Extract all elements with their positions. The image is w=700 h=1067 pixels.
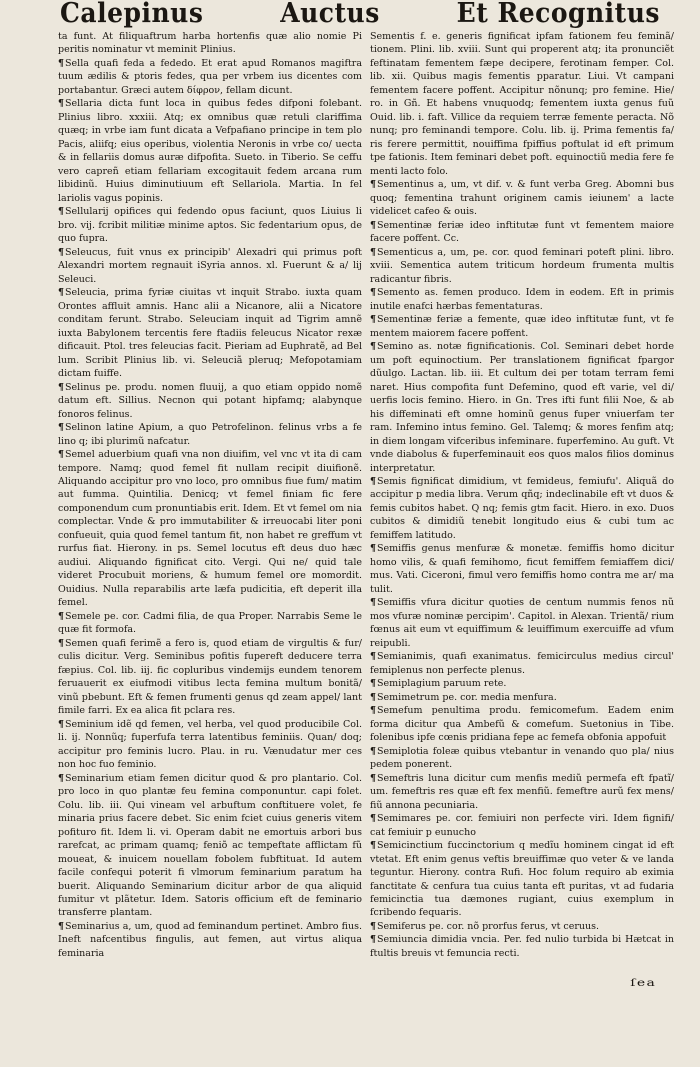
pilcrow-icon: ¶ — [370, 691, 377, 703]
pilcrow-icon: ¶ — [370, 745, 377, 757]
entry-text: Semel aduerbium quafi vna non diuifim, vel vnc vt ita di cam tempore. Namq; quod femel fit nullam recipit diuifionẽ. Aliquando accipitur pro vno loco, pro omnibus fiue fum/ matim aut fumma. Quintilia. Denicq; vt femel finiam fic fere componendum cum pronuntiabis erit. Idem. Et vt femel om nia complectar. Vnde & pro immutabiliter & irreuocabi liter poni confueuit, quia quod femel tantum fit, non habet re greffum vt rurfus fiat. Hierony. in ps. Semel locutus eft deus duo hæc audiui. Aliquando fignificat cito. Vergi. Qui ne/ quid tale videret Procubuit moriens, & humum femel ore momordit. Ouidius. Nulla reparabilis arte læfa pudicitia, eft deperit illa femel. — [58, 449, 362, 609]
pilcrow-icon: ¶ — [58, 920, 65, 932]
entry-text: Semiplotia foleæ quibus vtebantur in venando quo pla/ nius pedem ponerent. — [370, 745, 674, 771]
entry-text: Seleucus, fuit vnus ex principib' Alexadri qui primus poft Alexandri mortem regnauit iSyria annos. xl. Fuerunt & a/ lij Seleuci. — [58, 246, 362, 285]
dictionary-entry — [370, 677, 674, 690]
entry-text: Selinus pe. produ. nomen fluuij, a quo etiam oppido nomẽ datum eft. Sillius. Necnon qui potant hipfamq; alabynque fonoros felinus. — [58, 381, 362, 420]
dictionary-entry — [58, 448, 362, 610]
pilcrow-icon: ¶ — [58, 610, 65, 622]
pilcrow-icon: ¶ — [370, 475, 377, 487]
dictionary-entry — [370, 745, 674, 772]
pilcrow-icon: ¶ — [58, 206, 65, 218]
entry-text: Sementinæ feriæ a femente, quæ ideo inftitutæ funt, vt fe mentem maiorem facere poffent. — [370, 314, 674, 339]
entry-text: Semen quafi ferimẽ a fero is, quod etiam de virgultis & fur/ culis dicitur. Verg. Seminibus pofitis fupereft deducere terra fæpius. Col. lib. iij. fic copluribus vindemijs eundem tenorem feruauerit ex eiufmodi vitibus lecta femina multum bonitã/ vinũ pbebunt. Eft & femen frumenti genus qd zeam appel/ lant fimile farri. Ex ea alica fit pclara res. — [58, 637, 362, 717]
entry-text: Seleucia, prima fyriæ ciuitas vt inquit Strabo. iuxta quam Orontes affluit amnis. Hanc alii a Nicanore, alii a Nicatore conditam ferunt. Strabo. Seleuciam inquit ad Tigrim amnẽ iuxta Babylonem tercentis fere ftadiis feleucus Nicator rexæ dificauit. Ptol. tres feleucias facit. Pieriam ad Euphratẽ, ad Bel lum. Scribit Plinius lib. vi. Seleuciã pleruq; Mefopotamiam dictam fuiffe. — [58, 287, 362, 380]
dictionary-entry — [370, 340, 674, 475]
entry-text: Sellaria dicta funt loca in quibus fedes difponi folebant. Plinius libro. xxxiii. Atq; ex omnibus quæ retuli clariffima quæq; in vrbe iam funt dicata a Vefpafiano principe in tem plo Pacis, aliifq; eius operibus, violentia Neronis in vrbe co/ uecta & in fellariis domus auræ difpofita. Sueto. in Tiberio. Se ceffu vero capreñ etiam fellariam excogitauit fedem arcana rum libidinũ. Huius diminutiuum eft Sellariola. Martia. In fel lariolis vagus popinis. — [58, 98, 362, 204]
pilcrow-icon: ¶ — [58, 246, 65, 258]
dictionary-entry — [58, 97, 362, 205]
entry-text: Semino as. notæ fignificationis. Col. Seminari debet horde um poft equinoctium. Per translationem fignificat fpargor dũulgo. Lactan. lib. iii. Et cultum dei per totam terram femi naret. Hius compofita funt Defemino, quod eft varie, vel di/ uerfis locis femino. Hiero. in Gn. Tres ifti funt filii Noe, & ab his diffeminati eft omne hominũ genus fuper vniuerfam ter ram. Infemino intus femino. Gel. Talemq; & mores fenfim atq; in diem longam vifceribus infeminare. fuperfemino. Au guft. Vt vnde diabolus & fuperfeminauit eos quos malos filios dominus interpretatur. — [370, 341, 674, 474]
dictionary-entry — [370, 704, 674, 744]
dictionary-entry — [370, 812, 674, 839]
entry-text: Semimares pe. cor. femiuiri non perfecte viri. Idem fignifi/ cat femiuir p eunucho — [370, 813, 674, 838]
dictionary-entry — [58, 421, 362, 448]
header-center: Auctus — [280, 0, 380, 29]
pilcrow-icon: ¶ — [58, 772, 65, 784]
dictionary-entry — [370, 246, 674, 286]
entry-text: Sementinus a, um, vt dif. v. & funt verba Greg. Abomni bus quoq; fementina trahunt originem camis ieiunem' a lacte videlicet cafeo & ouis. — [370, 179, 674, 218]
dictionary-entry — [58, 381, 362, 421]
dictionary-entry — [370, 286, 674, 313]
dictionary-entry — [58, 920, 362, 960]
dictionary-entry — [58, 205, 362, 245]
dictionary-entry — [58, 610, 362, 637]
dictionary-entry — [370, 596, 674, 650]
pilcrow-icon: ¶ — [370, 543, 377, 555]
pilcrow-icon: ¶ — [370, 597, 377, 609]
dictionary-entry — [370, 219, 674, 246]
pilcrow-icon: ¶ — [58, 381, 65, 393]
left-column — [58, 30, 362, 960]
catchword: ſea — [630, 978, 657, 989]
dictionary-entry — [370, 650, 674, 677]
dictionary-entry — [370, 839, 674, 920]
header-left: Calepinus — [60, 0, 204, 29]
dictionary-entry — [58, 637, 362, 718]
pilcrow-icon: ¶ — [58, 422, 65, 434]
entry-text: Selinon latine Apium, a quo Petrofelinon. felinus vrbs a fe lino q; ibi plurimũ nafcatur. — [58, 422, 362, 447]
entry-text: Sella quafi feda a fededo. Et erat apud Romanos magiftra tuum ædilis & ptoris fedes, qua per vrbem ius dicentes com portabantur. Græci autem δίφρον, fellam dicunt. — [58, 57, 362, 96]
entry-text: ta funt. At filiquaftrum harba hortenfis quæ alio nomie Pi peritis nominatur vt meminit Plinius. — [58, 31, 362, 56]
dictionary-entry — [58, 57, 362, 97]
entry-text: Semefum penultima produ. femicomefum. Eadem enim forma dicitur qua Ambefũ & comefum. Suetonius in Tibe. folenibus ipfe cœnis pridiana fepe ac femefa obfonia appofuit — [370, 705, 674, 744]
entry-text: Semimetrum pe. cor. media menfura. — [377, 691, 557, 703]
pilcrow-icon: ¶ — [370, 287, 377, 299]
dictionary-entry — [370, 691, 674, 704]
header-right: Et Recognitus — [456, 0, 660, 29]
entry-text: Semianimis, quafi exanimatus. femicirculus medius circul' femiplenus non perfecte plenus. — [370, 651, 674, 676]
dictionary-entry — [370, 30, 674, 178]
entry-text: Sellularij opifices qui fedendo opus faciunt, quos Liuius li bro. vij. fcribit militiæ minime aptos. Sic fedentarium opus, de quo fupra. — [58, 206, 362, 245]
pilcrow-icon: ¶ — [58, 449, 65, 461]
entry-text: Seminarius a, um, quod ad feminandum pertinet. Ambro fius. Ineft nafcentibus fingulis, aut femen, aut virtus aliqua feminaria — [58, 920, 362, 959]
pilcrow-icon: ¶ — [370, 772, 377, 784]
entry-text: Sementicus a, um, pe. cor. quod feminari poteft plini. libro. xviii. Sementica autem triticum hordeum frumenta multis radicantur fibris. — [370, 246, 674, 285]
dictionary-entry — [370, 475, 674, 542]
entry-text: Sementinæ feriæ ideo inftitutæ funt vt fementem maiore facere poffent. Cc. — [370, 219, 674, 245]
dictionary-entry — [58, 772, 362, 920]
dictionary-entry — [370, 313, 674, 340]
dictionary-entry — [58, 286, 362, 380]
dictionary-entry — [370, 542, 674, 596]
pilcrow-icon: ¶ — [370, 341, 377, 353]
dictionary-entry — [58, 30, 362, 57]
dictionary-entry — [58, 246, 362, 286]
entry-text: Semiplagium paruum rete. — [377, 678, 507, 690]
pilcrow-icon: ¶ — [370, 219, 377, 231]
dictionary-entry — [58, 718, 362, 772]
pilcrow-icon: ¶ — [370, 840, 377, 852]
entry-text: Semele pe. cor. Cadmi filia, de qua Proper. Narrabis Seme le quæ fit formofa. — [58, 610, 362, 636]
pilcrow-icon: ¶ — [370, 920, 377, 932]
pilcrow-icon: ¶ — [58, 637, 65, 649]
entry-text: Semiffis genus menfuræ & monetæ. femiffis homo dicitur homo vilis, & quafi femihomo, ficut femiffem femiaffem dici/ mus. Vati. Ciceroni, fimul vero femiffis homo contra me ar/ ma tulit. — [370, 543, 674, 595]
pilcrow-icon: ¶ — [370, 678, 377, 690]
dictionary-entry — [370, 920, 674, 933]
entry-text: Seminium idẽ qd femen, vel herba, vel quod producibile Col. li. ij. Nonnũq; fuperfufa terra latentibus feminiis. Quan/ doq; accipitur pro feminis lucro. Plau. in ru. Vænudatur mer ces non hoc fuo feminio. — [58, 718, 362, 771]
pilcrow-icon: ¶ — [370, 705, 377, 717]
entry-text: Sementis f. e. generis fignificat ipfam fationem feu feminã/ tionem. Plini. lib. xviii. Sunt qui properent atq; ita pronunciẽt feftinatam fementem fæpe decipere, ferotinam femper. Col. lib. xii. Quibus magis fementis pparatur. Liui. Vt campani fementem facere poffent. Accipitur nõnunq; pro femine. Hie/ ro. in Gñ. Et habens vnuquodq; fementem iuxta genus fuũ Ouid. lib. i. faft. Villice da requiem terræ femente peracta. Nõ nunq; pro feminandi tempore. Colu. lib. ij. Prima fementis fa/ ris ferere permittit, nouiffima fpiffius poftulat id eft primum tpe fationis. Item feminari debet poft. equinoctiũ media fere fe menti lacto folo. — [370, 31, 674, 177]
pilcrow-icon: ¶ — [58, 287, 65, 299]
dictionary-entry — [370, 178, 674, 218]
entry-text: Semiffis vfura dicitur quoties de centum nummis fenos nũ mos vfuræ nominæ percipim'. Capitol. in Alexan. Trientã/ rium fœnus ait eum vt equiffimum & leuiffimum exercuiffe ad vfum reipubli. — [370, 597, 674, 649]
entry-text: Semiuncia dimidia vncia. Per. fed nulio turbida bi Hætcat in ftultis breuis vt femuncia recti. — [370, 934, 674, 959]
pilcrow-icon: ¶ — [58, 98, 65, 110]
entry-text: Semicinctium fuccinctorium q medĩu hominem cingat id eft vtetat. Eft enim genus veftis breuiffimæ quo veter & ve landa teguntur. Hierony. contra Rufi. Hoc folum requiro ab eximia fanctitate & cenfura tua cuius tanta eft puritas, vt ad fudaria femicinctia tua dæmones rugiant, cuius exemplum in fcribendo fequaris. — [370, 840, 674, 919]
pilcrow-icon: ¶ — [370, 179, 377, 191]
pilcrow-icon: ¶ — [370, 813, 377, 825]
pilcrow-icon: ¶ — [370, 246, 377, 258]
pilcrow-icon: ¶ — [370, 651, 377, 663]
pilcrow-icon: ¶ — [370, 314, 377, 326]
pilcrow-icon: ¶ — [58, 718, 65, 730]
entry-text: Seminarium etiam femen dicitur quod & pro plantario. Col. pro loco in quo plantæ feu femina componuntur. capi folet. Colu. lib. iii. Qui vineam vel arbuftum conftituere volet, fe minaria prius facere debet. Sic enim fciet cuius generis vitem pofituro fit. Idem li. vi. Operam dabit ne emortuis arbori bus rarefcat, ac primam quamq; feniõ ac tempeftate afflictam fũ moueat, & inuicem nouellam fobolem fubftituat. Id autem facile confequi poterit fi vlmorum feminarium paratum ha buerit. Aliquando Seminarium dicitur arbor de qua aliquid fumitur vt plãtetur. Idem. Satoris officium eft de feminario transferre plantam. — [58, 772, 362, 919]
right-column — [370, 30, 674, 960]
pilcrow-icon: ¶ — [370, 934, 377, 946]
entry-text: Semiferus pe. cor. nõ prorfus ferus, vt ceruus. — [377, 920, 600, 932]
dictionary-entry — [370, 772, 674, 812]
entry-text: Semeftris luna dicitur cum menfis mediũ permefa eft fpatĩ/ um. femeftris res quæ eft fex menfiũ. femeftre aurũ fex mens/ fiũ annona pecuniaria. — [370, 772, 674, 811]
entry-text: Semento as. femen produco. Idem in eodem. Eft in primis inutile enafci hærbas fementaturas. — [370, 287, 674, 312]
entry-text: Semis fignificat dimidium, vt femideus, femiufu'. Aliquã do accipitur p media libra. Verum qñq; indeclinabile eft vt duos & femis cubitos habet. Q nq; femis gtm facit. Hiero. in exo. Duos cubitos & dimidiũ tenebit longitudo eius & cubi tum ac femiffem latitudo. — [370, 475, 674, 541]
dictionary-entry — [370, 933, 674, 960]
running-header — [60, 0, 660, 28]
pilcrow-icon: ¶ — [58, 57, 65, 69]
